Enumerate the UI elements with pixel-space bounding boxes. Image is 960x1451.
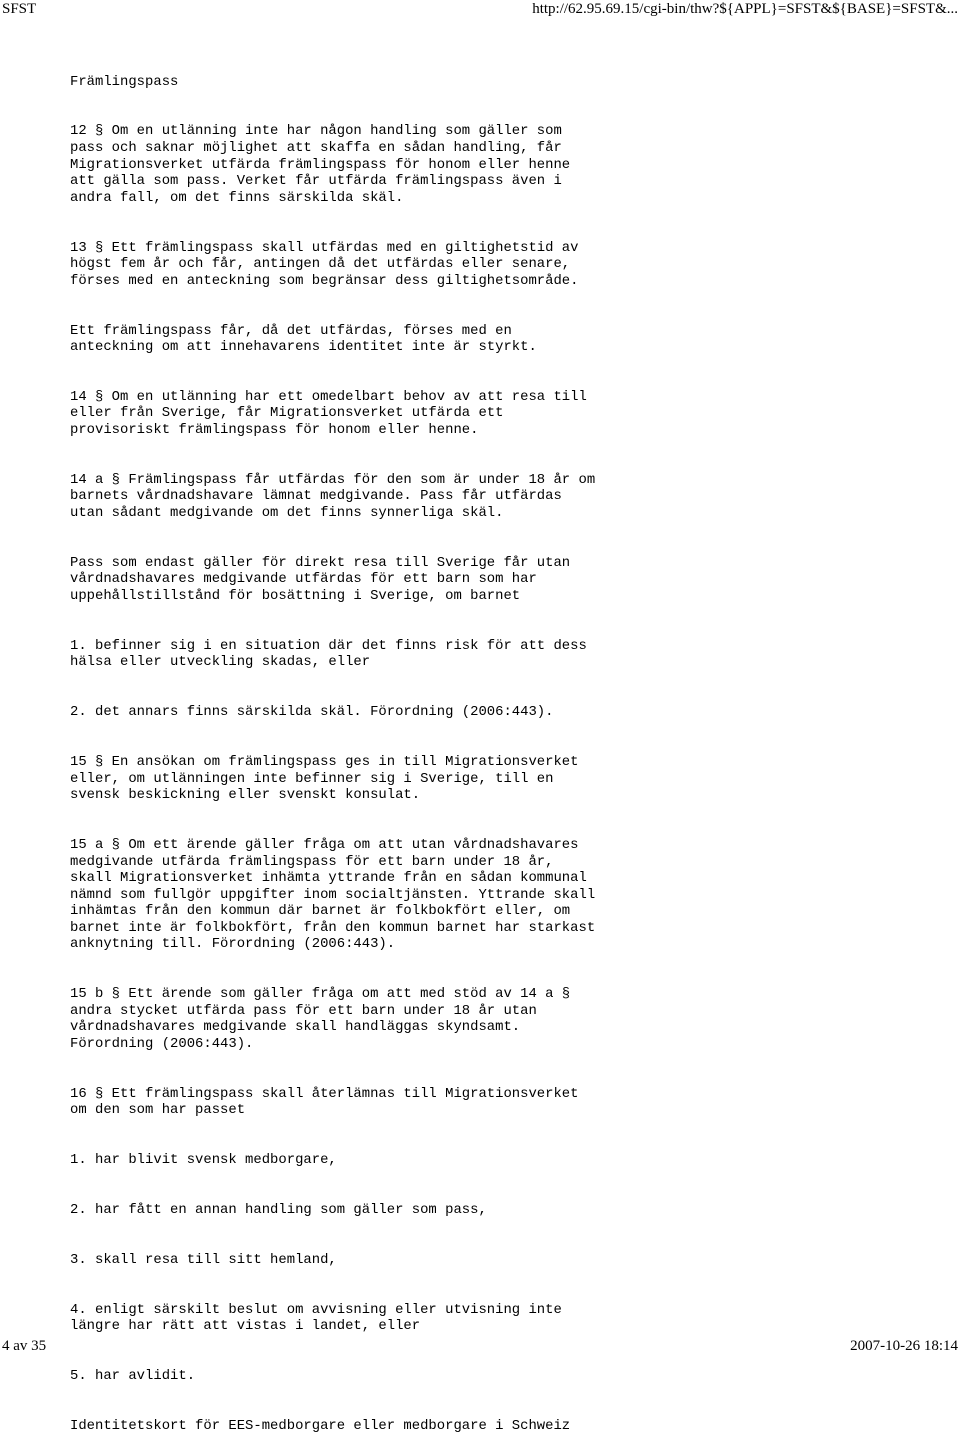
list-item: 3. skall resa till sitt hemland, bbox=[70, 1251, 337, 1268]
page-number: 4 av 35 bbox=[2, 1338, 47, 1354]
list-item: 1. befinner sig i en situation där det finns risk för att dess hälsa eller utveckling skadas, eller bbox=[70, 637, 587, 671]
paragraph-14a-second: Pass som endast gäller för direkt resa till Sverige får utan vårdnadshavares medgivande utfärdas för ett barn som har uppehållstillstånd för bosättning i Sverige, om barnet bbox=[70, 554, 571, 604]
list-item: 1. har blivit svensk medborgare, bbox=[70, 1152, 337, 1169]
page-title: SFST bbox=[2, 1, 37, 17]
paragraph-12: 12 § Om en utlänning inte har någon handling som gäller som pass och saknar möjlighet att skaffa en sådan handling, får Migrationsverket utfärda främlingspass för honom eller henne att gälla som pass. Verket får utfärda främlingspass även i andra fall, om det finns särskilda skäl. bbox=[70, 123, 571, 206]
document-body bbox=[70, 57, 950, 1451]
paragraph-13-second: Ett främlingspass får, då det utfärdas, förses med en anteckning om att innehavarens identitet inte är styrkt. bbox=[70, 322, 537, 356]
section-heading: Främlingspass bbox=[70, 73, 179, 90]
list-item: 2. har fått en annan handling som gäller som pass, bbox=[70, 1201, 487, 1218]
paragraph-14: 14 § Om en utlänning har ett omedelbart behov av att resa till eller från Sverige, får Migrationsverket utfärda ett provisoriskt främlingspass för honom eller henne. bbox=[70, 388, 587, 439]
list-item: 2. det annars finns särskilda skäl. Förordning (2006:443). bbox=[70, 704, 554, 721]
page-url: http://62.95.69.15/cgi-bin/thw?${APPL}=SFST&${BASE}=SFST&... bbox=[532, 1, 958, 17]
paragraph-16: 16 § Ett främlingspass skall återlämnas till Migrationsverket om den som har passet bbox=[70, 1085, 579, 1119]
section-heading: Identitetskort för EES-medborgare eller medborgare i Schweiz bbox=[70, 1417, 571, 1434]
paragraph-15b: 15 b § Ett ärende som gäller fråga om att med stöd av 14 a § andra stycket utfärda pass för ett barn under 18 år utan vårdnadshavares medgivande skall handläggas skyndsamt. Förordning (2006:443). bbox=[70, 986, 571, 1053]
paragraph-15a: 15 a § Om ett ärende gäller fråga om att utan vårdnadshavares medgivande utfärda främlingspass för ett barn under 18 år, skall Migrationsverket inhämta yttrande från en sådan kommunal nämnd som fullgör uppgifter inom socialtjänsten. Yttrande skall inhämtas från den kommun där barnet är folkbokfört eller, om barnet inte är folkbokfört, från den kommun barnet har starkast anknytning till. Förordning (2006:443). bbox=[70, 836, 596, 953]
print-datetime: 2007-10-26 18:14 bbox=[850, 1338, 958, 1354]
list-item: 5. har avlidit. bbox=[70, 1367, 196, 1384]
paragraph-15: 15 § En ansökan om främlingspass ges in till Migrationsverket eller, om utlänningen inte befinner sig i Sverige, till en svensk beskickning eller svenskt konsulat. bbox=[70, 753, 579, 804]
paragraph-14a: 14 a § Främlingspass får utfärdas för den som är under 18 år om barnets vårdnadshavare lämnat medgivande. Pass får utfärdas utan sådant medgivande om det finns synnerliga skäl. bbox=[70, 471, 596, 522]
list-item: 4. enligt särskilt beslut om avvisning eller utvisning inte längre har rätt att vistas i landet, eller bbox=[70, 1301, 562, 1335]
paragraph-13: 13 § Ett främlingspass skall utfärdas med en giltighetstid av högst fem år och får, antingen då det utfärdas eller senare, förses med en anteckning som begränsar dess giltighetsområde. bbox=[70, 239, 579, 289]
